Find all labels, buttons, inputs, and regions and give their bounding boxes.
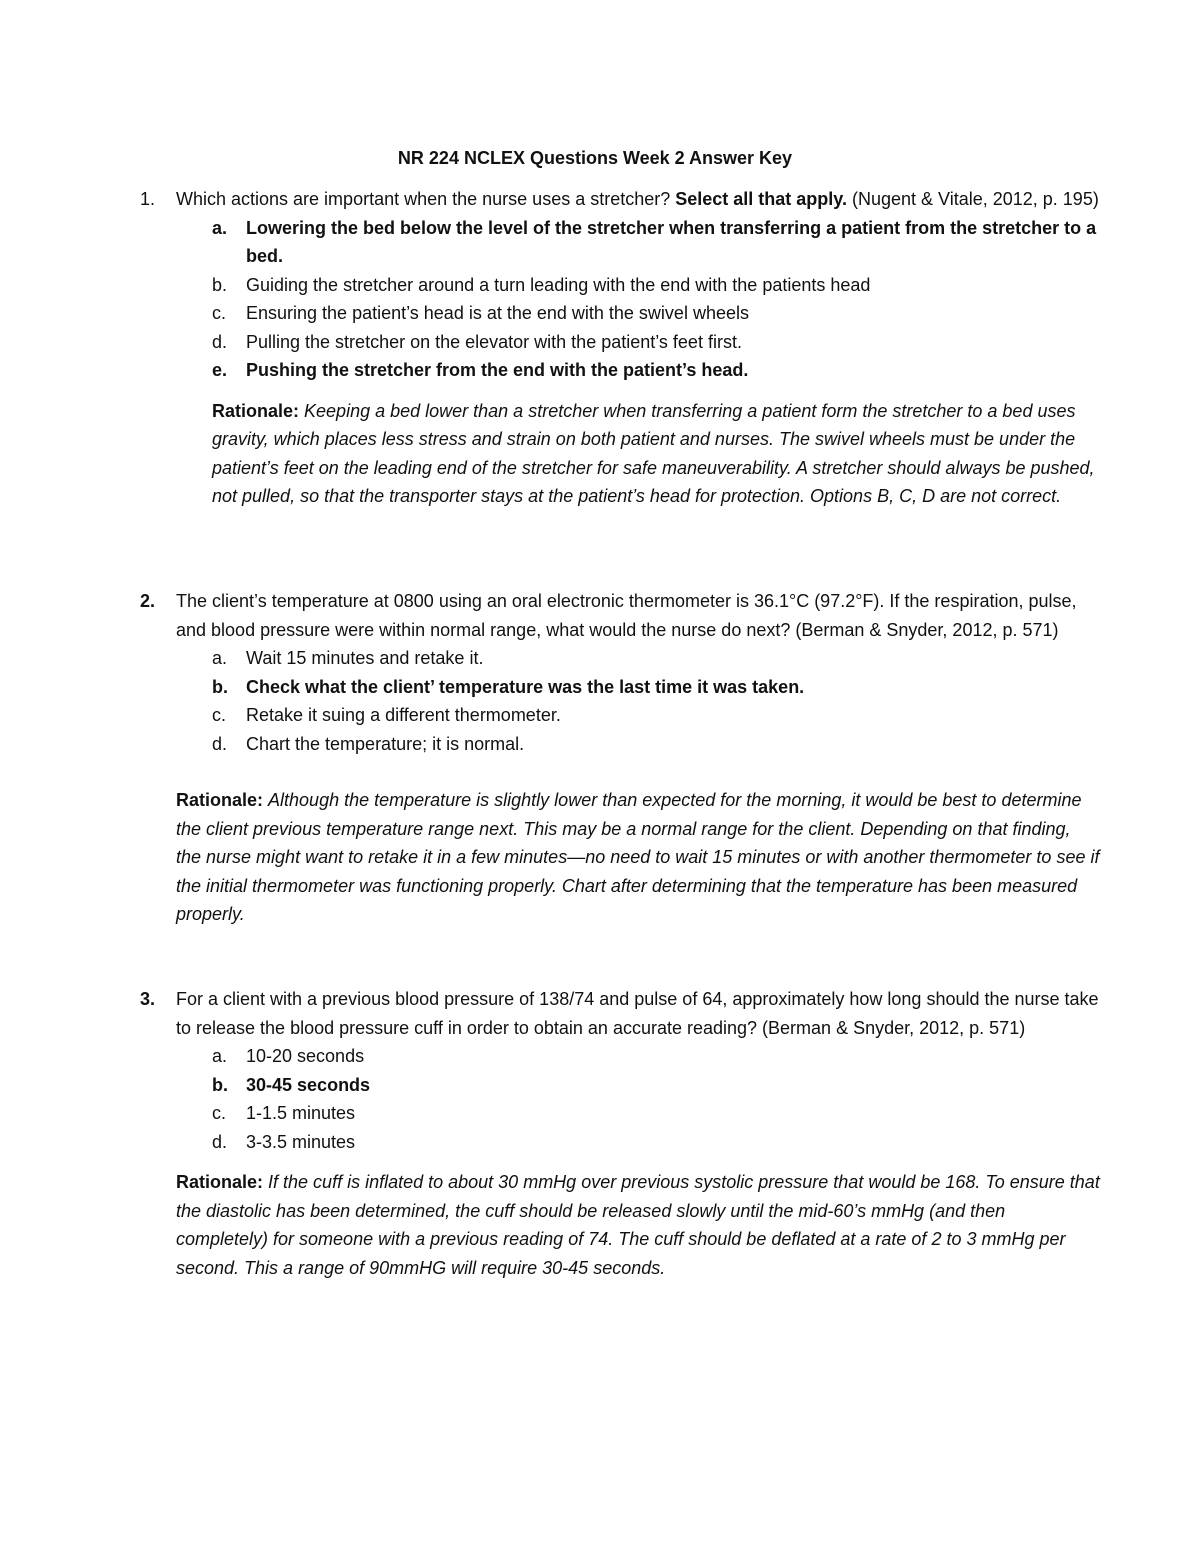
option-letter: c. — [212, 705, 227, 725]
option-text: 30-45 seconds — [246, 1074, 371, 1095]
option-d — [212, 328, 1100, 357]
question-1 — [140, 185, 1100, 511]
question-text: Which actions are important when the nurse uses a stretcher? — [176, 189, 676, 209]
option-c — [212, 701, 1100, 730]
question-number: 2. — [140, 591, 156, 611]
rationale-label: Rationale: — [176, 790, 264, 810]
answer-options — [212, 1042, 1100, 1156]
option-a — [212, 214, 1100, 271]
option-text: 3-3.5 minutes — [246, 1131, 356, 1152]
option-letter: c. — [212, 303, 227, 323]
option-text: Pushing the stretcher from the end with the patient’s head. — [246, 360, 749, 380]
question-2 — [140, 587, 1100, 929]
question-3 — [140, 985, 1100, 1282]
option-letter: b. — [212, 274, 228, 295]
option-letter: d. — [212, 733, 228, 754]
option-letter: c. — [212, 1103, 227, 1123]
option-b — [212, 673, 1100, 702]
question-stem — [176, 185, 1100, 214]
rationale — [176, 1168, 1100, 1282]
option-text: Wait 15 minutes and retake it. — [246, 648, 484, 668]
option-text: Retake it suing a different thermometer. — [246, 705, 561, 725]
option-c — [212, 299, 1100, 328]
answer-options — [212, 644, 1100, 758]
document-title: NR 224 NCLEX Questions Week 2 Answer Key — [397, 148, 793, 168]
option-a — [212, 1042, 1100, 1071]
rationale — [176, 786, 1100, 929]
option-text: Check what the client’ temperature was the last time it was taken. — [246, 676, 805, 697]
option-letter: d. — [212, 1131, 228, 1152]
question-text: For a client with a previous blood pressure of 138/74 and pulse of 64, approximately how long should the nurse take to release the blood pressure cuff in order to obtain an accurate reading? (Berman & Snyder, 2012, p. 571) — [176, 989, 1099, 1038]
option-letter: b. — [212, 1074, 228, 1095]
option-letter: b. — [212, 676, 228, 697]
question-number: 3. — [140, 989, 156, 1009]
option-text: Chart the temperature; it is normal. — [246, 733, 525, 754]
option-letter: a. — [212, 648, 228, 668]
option-letter: a. — [212, 217, 228, 238]
rationale-label: Rationale: — [176, 1172, 264, 1192]
rationale — [212, 397, 1100, 511]
option-d — [212, 1128, 1100, 1157]
option-letter: e. — [212, 360, 228, 380]
question-number: 1. — [140, 189, 156, 209]
option-text: Lowering the bed below the level of the stretcher when transferring a patient from the stretcher to a bed. — [246, 217, 1097, 266]
question-emphasis: Select all that apply. — [675, 189, 847, 209]
option-e — [212, 356, 1100, 385]
rationale-text: Keeping a bed lower than a stretcher when transferring a patient form the stretcher to a bed uses gravity, which places less stress and strain on both patient and nurses. The swivel wheels must be under the patient’s feet on the leading end of the stretcher for safe maneuverability. A stretcher should always be pushed, not pulled, so that the transporter stays at the patient’s head for protection. Options B, C, D are not correct. — [212, 400, 1095, 506]
option-c — [212, 1099, 1100, 1128]
option-d — [212, 730, 1100, 759]
option-b — [212, 1071, 1100, 1100]
rationale-label: Rationale: — [212, 400, 300, 421]
option-text: Pulling the stretcher on the elevator with the patient’s feet first. — [246, 331, 742, 352]
option-letter: a. — [212, 1046, 228, 1066]
answer-options — [212, 214, 1100, 385]
option-text: 1-1.5 minutes — [246, 1103, 356, 1123]
rationale-text: If the cuff is inflated to about 30 mmHg over previous systolic pressure that would be 168. To ensure that the diastolic has been determined, the cuff should be released slowly until the mid-60’s mmHg (and then completely) for someone with a previous reading of 74. The cuff should be deflated at a rate of 2 to 3 mmHg per second. This a range of 90mmHG will require 30-45 seconds. — [176, 1172, 1100, 1278]
option-letter: d. — [212, 331, 228, 352]
question-text: The client’s temperature at 0800 using an oral electronic thermometer is 36.1°C (97.2°F). If the respiration, pulse, and blood pressure were within normal range, what would the nurse do next? (Berman & Snyder, 2012, p. 571) — [176, 591, 1077, 640]
option-text: Ensuring the patient’s head is at the end with the swivel wheels — [246, 303, 749, 323]
option-text: 10-20 seconds — [246, 1046, 365, 1066]
option-b — [212, 271, 1100, 300]
option-text: Guiding the stretcher around a turn leading with the end with the patients head — [246, 274, 871, 295]
rationale-text: Although the temperature is slightly lower than expected for the morning, it would be best to determine the client previous temperature range next. This may be a normal range for the client. Depending on that finding, the nurse might want to retake it in a few minutes—no need to wait 15 minutes or with another thermometer to see if the initial thermometer was functioning properly. Chart after determining that the temperature has been measured properly. — [176, 790, 1100, 924]
option-a — [212, 644, 1100, 673]
question-source: (Nugent & Vitale, 2012, p. 195) — [846, 189, 1099, 209]
